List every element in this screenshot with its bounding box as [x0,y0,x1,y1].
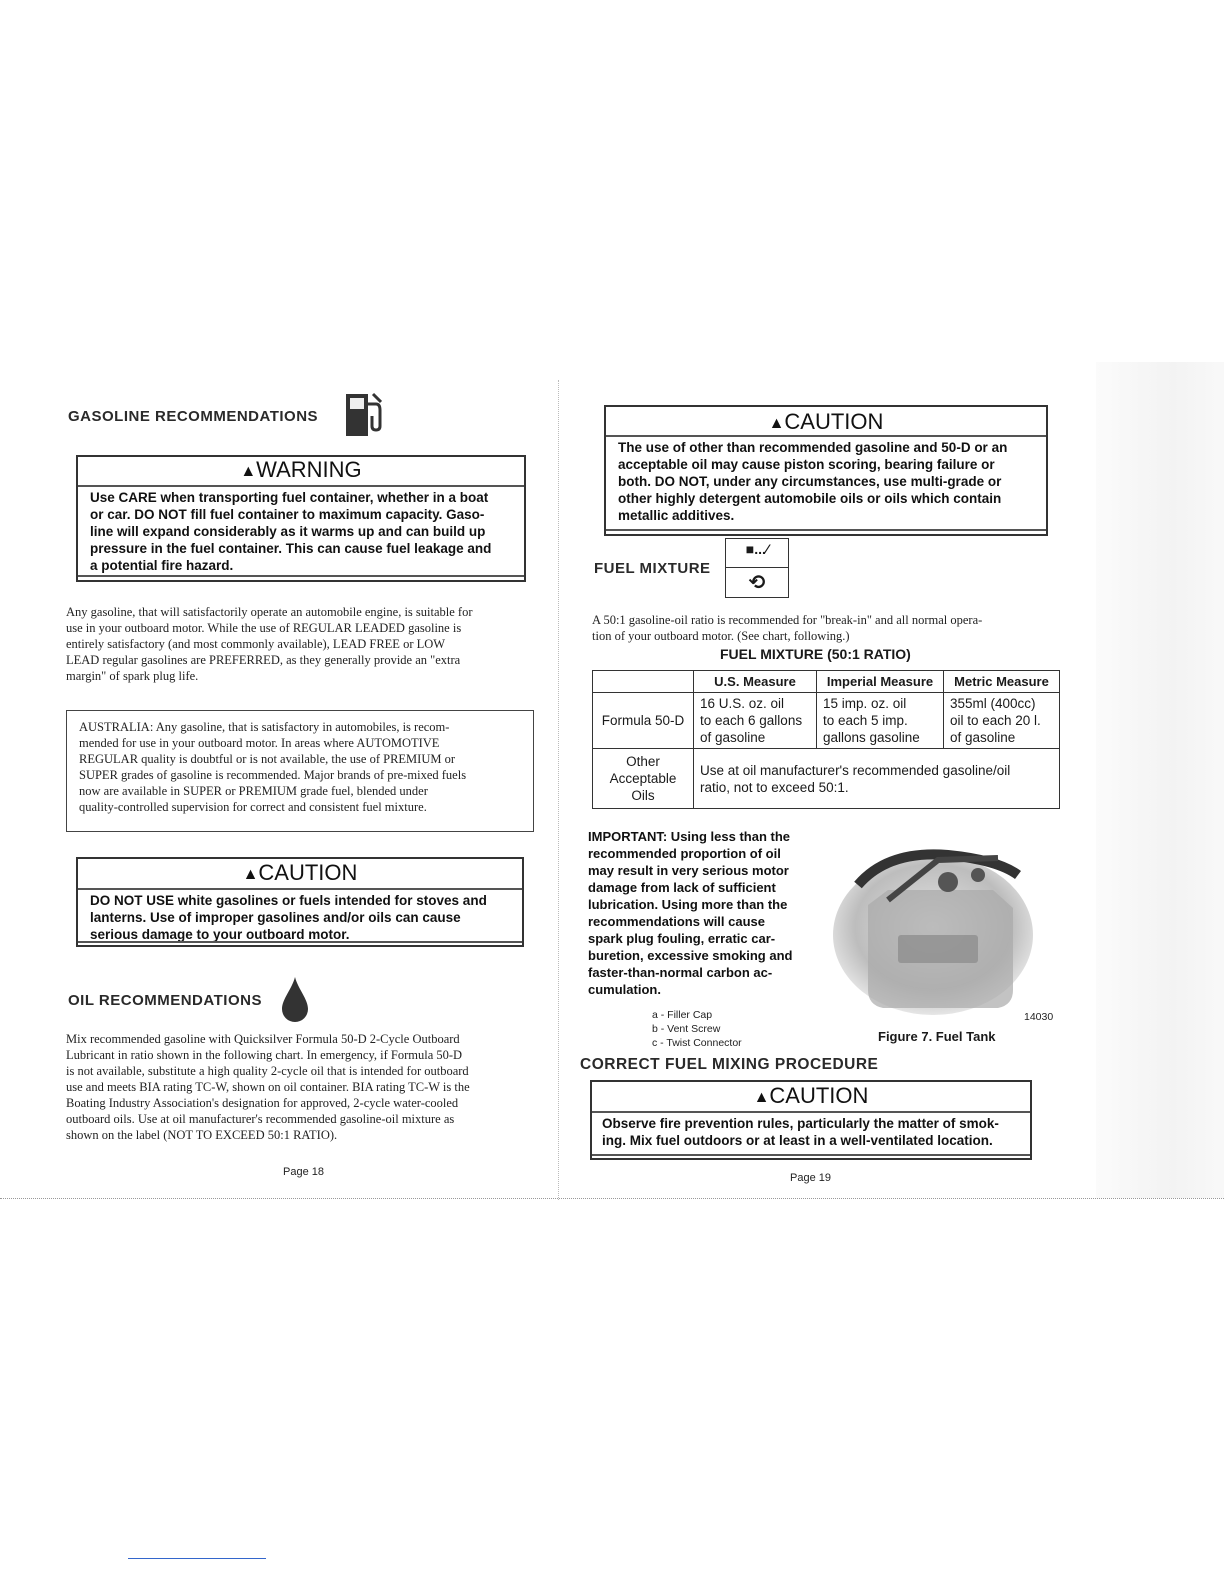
warning-triangle-icon: ▲ [240,463,257,480]
page-number-right: Page 19 [790,1172,831,1184]
fuel-mix-icon [725,538,789,598]
row-label-formula: Formula 50-D [593,693,694,749]
gasoline-heading: GASOLINE RECOMMENDATIONS [68,408,319,425]
mix-ratio-icon: ■...⁄ [745,541,769,557]
header-empty [593,671,694,693]
warning-box [76,455,526,582]
fuel-tank-image [828,830,1048,1020]
caution-text-left: DO NOT USE white gasolines or fuels intended for stoves and lanterns. Use of improper gasolines and/or oils can cause serious damage to your outboard motor. [90,893,487,942]
oil-paragraph: Mix recommended gasoline with Quicksilver Formula 50-D 2-Cycle Outboard Lubricant in ratio shown in the following chart. In emergency, if Formula 50-D is not available, substitute a high quality 2-cycle oil that is intended for outboard use and meets BIA rating TC-W, shown on oil container. BIA rating TC-W is the Boating Industry Association's designation for approved, 2-cycle water-cooled outboard oils. Use at oil manufacturer's recommended gasoline-oil mixture as shown on the label (NOT TO EXCEED 50:1 RATIO). [66,1032,470,1142]
table-title: FUEL MIXTURE (50:1 RATIO) [720,646,911,662]
bottom-rule [0,1198,1224,1199]
fuel-mixture-heading: FUEL MIXTURE [594,560,711,577]
cell-metric: 355ml (400cc) oil to each 20 l. of gasoline [944,693,1060,749]
scan-edge-shadow [1096,362,1224,1198]
gasoline-paragraph: Any gasoline, that will satisfactorily operate an automobile engine, is suitable for use in your outboard motor. While the use of REGULAR LEADED gasoline is entirely satisfactory (and most commonly available), LEAD FREE or LOW LEAD regular gasolines are PREFERRED, as they generally provide an "extra margin" of spark plug life. [66,605,473,683]
table-row [593,749,1060,809]
caution-title-bottom: ▲CAUTION [753,1083,869,1108]
header-imperial: Imperial Measure [817,671,944,693]
figure-legend: a - Filler Cap b - Vent Screw c - Twist Connector [652,1009,742,1049]
row-label-other: Other Acceptable Oils [593,749,694,809]
page-number-left: Page 18 [283,1166,324,1178]
caution-box-top [604,405,1048,536]
table-header-row [593,671,1060,693]
fuel-paragraph: A 50:1 gasoline-oil ratio is recommended for "break-in" and all normal opera- tion of your outboard motor. (See chart, following.) [592,613,983,643]
procedure-heading: CORRECT FUEL MIXING PROCEDURE [580,1056,879,1073]
warning-text: Use CARE when transporting fuel container, whether in a boat or car. DO NOT fill fuel container to maximum capacity. Gaso- line will expand considerably as it warms up and can build up pressure in the fuel container. This can cause fuel leakage and a potential fire hazard. [90,490,492,573]
caution-box-bottom [590,1080,1032,1160]
cell-imperial: 15 imp. oz. oil to each 5 imp. gallons gasoline [817,693,944,749]
caution-triangle-icon-top: ▲ [768,415,785,432]
oil-drop-icon [280,975,310,1025]
header-metric: Metric Measure [944,671,1060,693]
fuel-mixture-table [592,670,1060,809]
figure-caption: Figure 7. Fuel Tank [878,1029,996,1044]
cell-us: 16 U.S. oz. oil to each 6 gallons of gasoline [694,693,817,749]
caution-triangle-icon: ▲ [242,866,259,883]
oil-heading: OIL RECOMMENDATIONS [68,992,262,1009]
figure-number: 14030 [1024,1011,1054,1023]
caution-title-top: ▲CAUTION [768,409,884,434]
australia-box: AUSTRALIA: Any gasoline, that is satisfactory in automobiles, is recom- mended for use in your outboard motor. In areas where AUTOMOTIVE REGULAR quality is doubtful or is not available, the use of PREMIUM or SUPER grades of gasoline is recommended. Major brands of pre-mixed fuels now are available in SUPER or PREMIUM grade fuel, blended under quality-controlled supervision for correct and consistent fuel mixture. [66,710,534,832]
header-us: U.S. Measure [694,671,817,693]
gas-pump-icon [343,390,387,438]
caution-text-top: The use of other than recommended gasoline and 50-D or an acceptable oil may cause piston scoring, bearing failure or both. DO NOT, under any circumstances, use multi-grade or other highly detergent automobile oils or oils which contain metallic additives. [618,440,1008,523]
important-note: IMPORTANT: Using less than the recommended proportion of oil may result in very serious motor damage from lack of sufficient lubrication. Using more than the recommendations will cause spark plug fouling, erratic car- buretion, excessive smoking and faster-than-normal carbon ac- cumulation. [588,829,793,997]
warning-title: ▲WARNING [240,457,362,482]
cell-other-text: Use at oil manufacturer's recommended gasoline/oil ratio, not to exceed 50:1. [694,749,1060,809]
caution-text-bottom: Observe fire prevention rules, particularly the matter of smok- ing. Mix fuel outdoors or at least in a well-ventilated location. [602,1116,999,1148]
caution-box-left [76,857,524,947]
caution-title-left: ▲CAUTION [242,860,358,885]
bottom-link-line [128,1558,266,1559]
page-divider [558,380,560,1200]
table-row [593,693,1060,749]
mix-icon: ⟲ [748,570,766,594]
caution-triangle-icon-bottom: ▲ [753,1089,770,1106]
